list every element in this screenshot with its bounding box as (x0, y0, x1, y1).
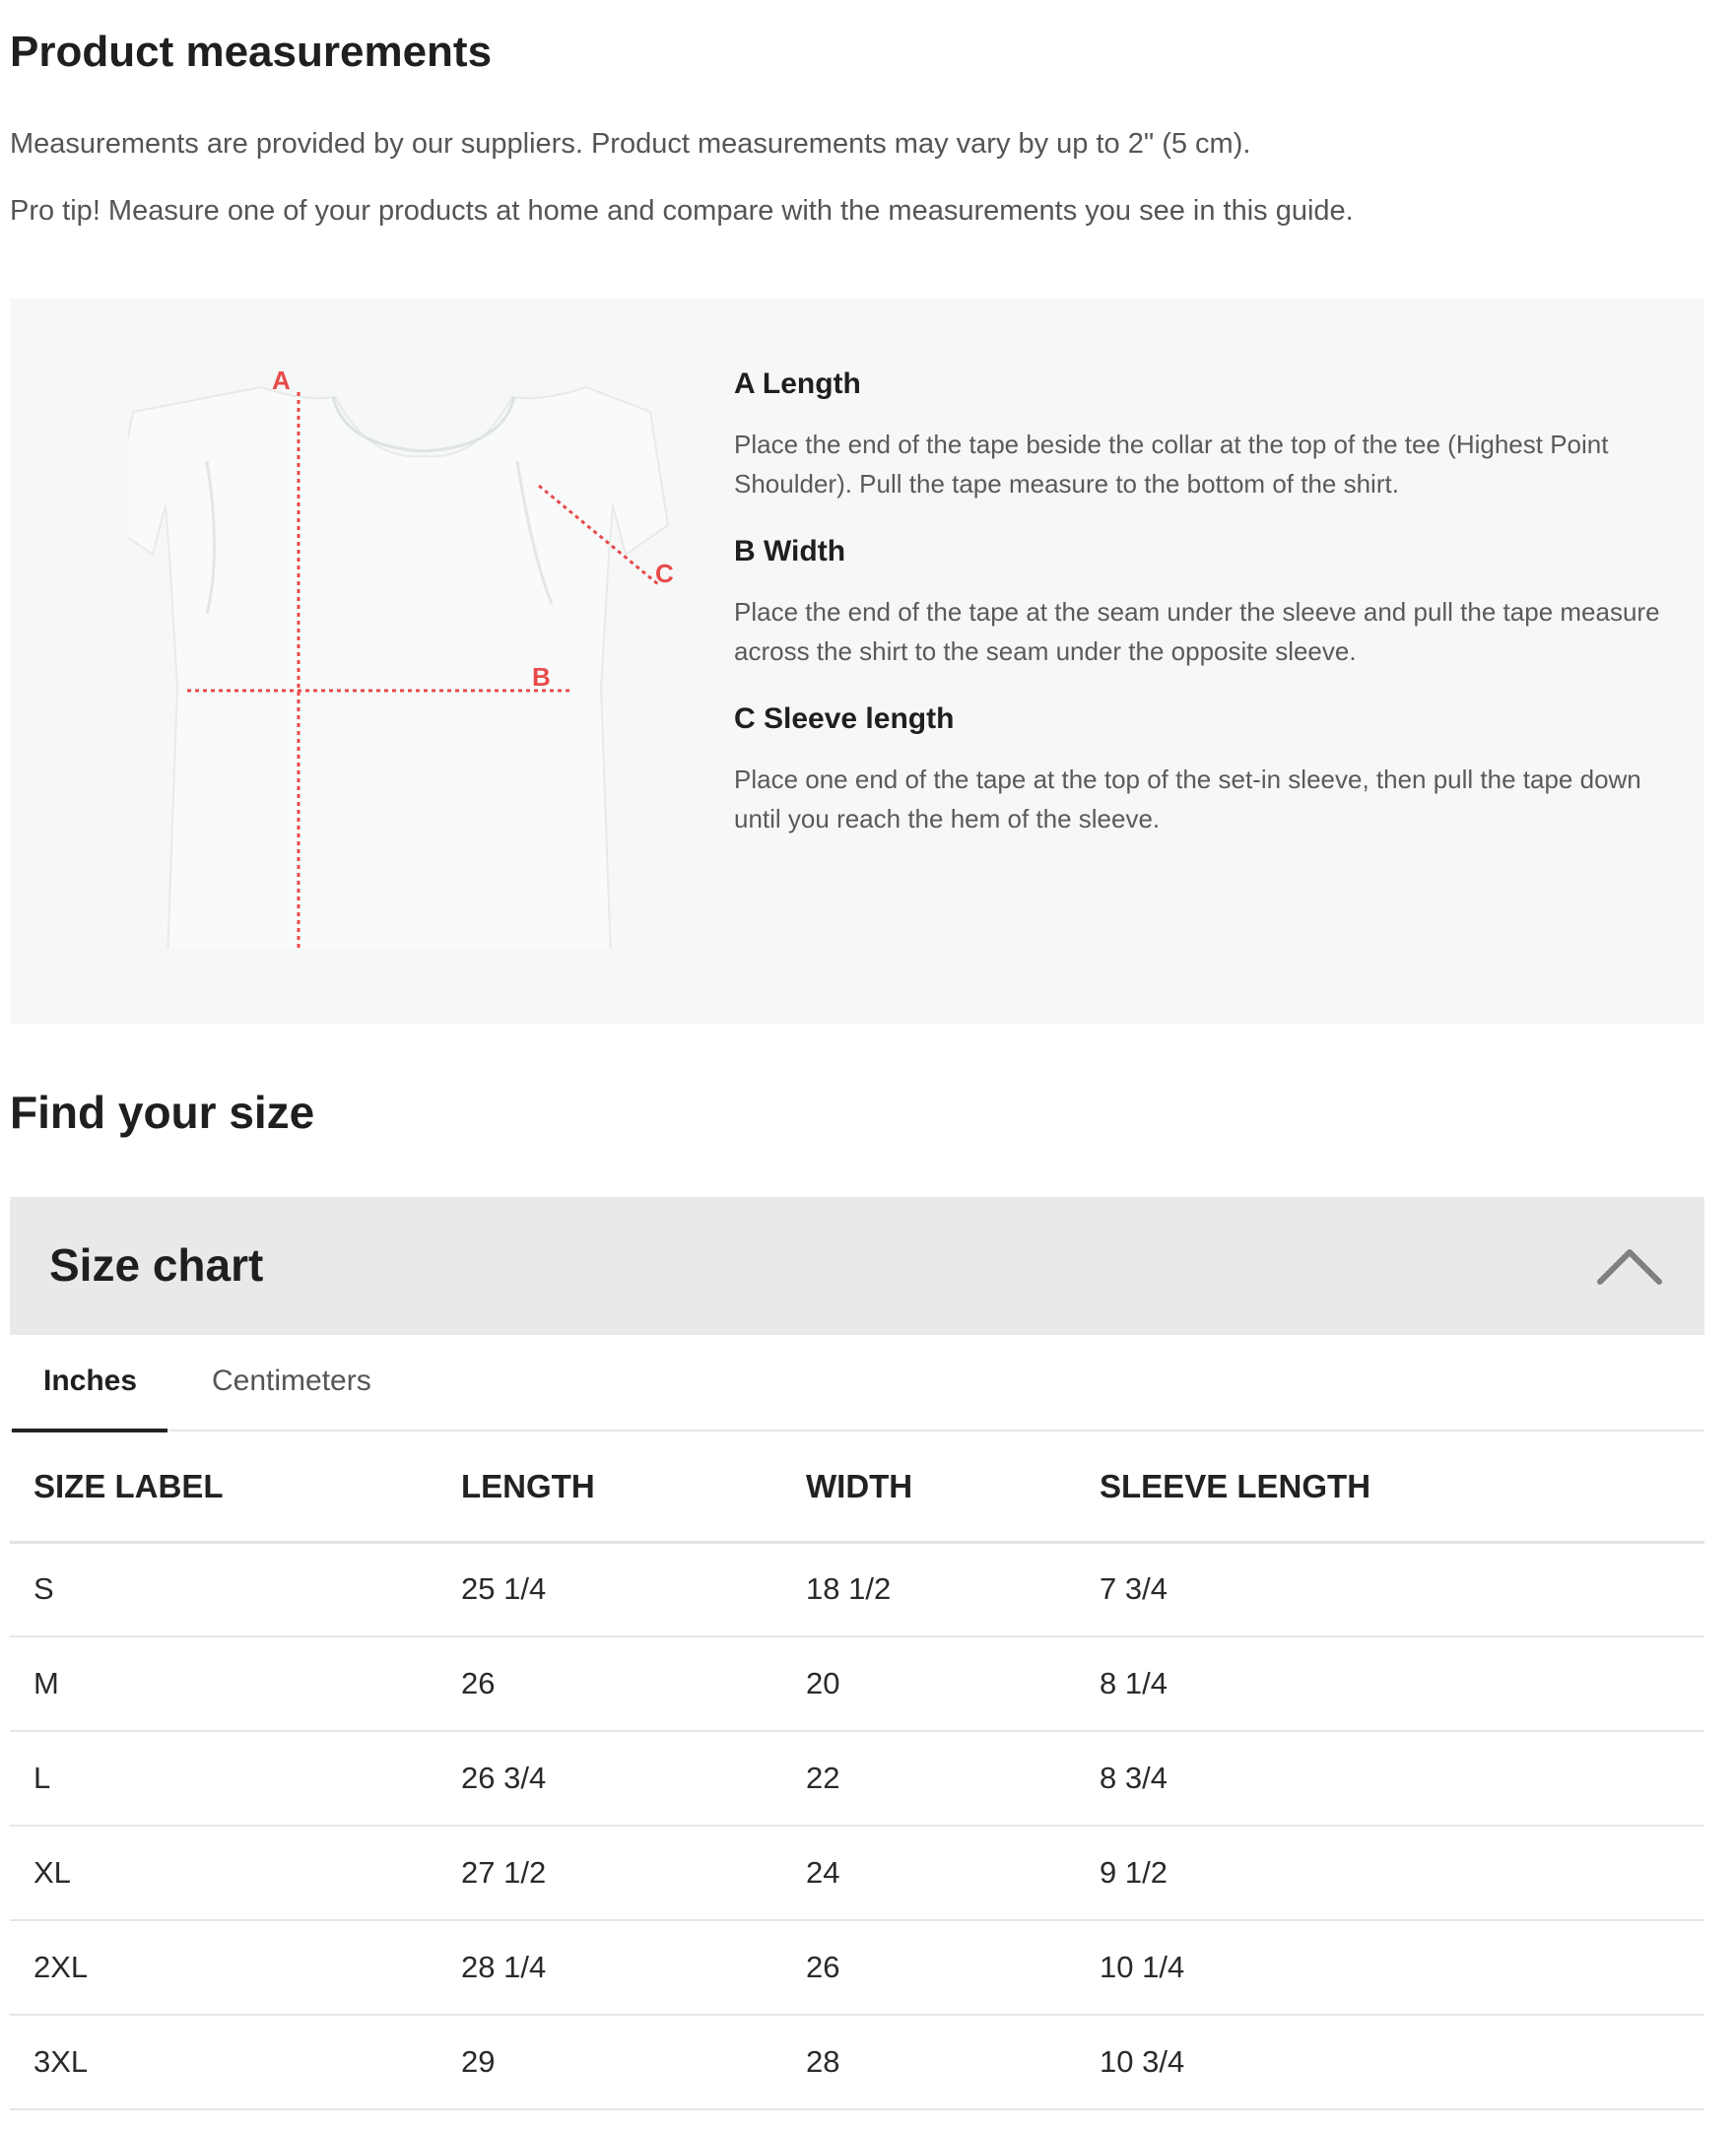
cell-sleeve-length: 10 3/4 (1100, 2015, 1704, 2109)
column-header-sleeve-length: SLEEVE LENGTH (1100, 1433, 1704, 1542)
cell-size: XL (10, 1826, 461, 1920)
cell-length: 27 1/2 (461, 1826, 806, 1920)
definition-width-text: Place the end of the tape at the seam under the sleeve and pull the tape measure across the shirt to the seam under the opposite sleeve. (734, 597, 1660, 666)
label-a: A (272, 366, 291, 395)
cell-size: M (10, 1636, 461, 1731)
cell-width: 24 (806, 1826, 1100, 1920)
cell-size: 2XL (10, 1920, 461, 2015)
size-table-header-row (10, 1433, 1704, 1542)
size-chart-accordion-header[interactable] (10, 1197, 1704, 1335)
tshirt-measurement-diagram (128, 358, 719, 949)
definition-length-text: Place the end of the tape beside the collar at the top of the tee (Highest Point Shoulder). Pull the tape measure to the bottom of the shirt. (734, 430, 1609, 499)
measurements-panel (10, 299, 1704, 1024)
cell-length: 28 1/4 (461, 1920, 806, 2015)
table-row (10, 2015, 1704, 2109)
find-your-size-heading: Find your size (10, 1087, 315, 1138)
table-row (10, 1542, 1704, 1636)
table-row (10, 1636, 1704, 1731)
unit-tabs (10, 1335, 1704, 1431)
size-chart-title: Size chart (49, 1239, 264, 1291)
label-c: C (655, 559, 674, 588)
cell-width: 22 (806, 1731, 1100, 1826)
tab-centimeters[interactable]: Centimeters (212, 1365, 371, 1397)
tab-inches[interactable]: Inches (43, 1365, 138, 1397)
definition-sleeve-length-heading: C Sleeve length (734, 702, 955, 735)
table-row (10, 1826, 1704, 1920)
column-header-width: WIDTH (806, 1433, 1100, 1542)
cell-sleeve-length: 10 1/4 (1100, 1920, 1704, 2015)
cell-length: 29 (461, 2015, 806, 2109)
table-row (10, 1920, 1704, 2015)
cell-width: 18 1/2 (806, 1542, 1100, 1636)
intro-text-pro-tip: Pro tip! Measure one of your products at home and compare with the measurements you see in this guide. (10, 195, 1354, 227)
definition-length-heading: A Length (734, 367, 861, 400)
cell-size: L (10, 1731, 461, 1826)
cell-sleeve-length: 9 1/2 (1100, 1826, 1704, 1920)
intro-text-suppliers: Measurements are provided by our suppliers. Product measurements may vary by up to 2" (5 cm). (10, 128, 1251, 160)
measurement-definitions (734, 367, 1660, 870)
column-header-length: LENGTH (461, 1433, 806, 1542)
cell-size: S (10, 1542, 461, 1636)
label-b: B (532, 662, 551, 692)
cell-sleeve-length: 7 3/4 (1100, 1542, 1704, 1636)
definition-width-heading: B Width (734, 535, 846, 567)
cell-width: 28 (806, 2015, 1100, 2109)
cell-size: 3XL (10, 2015, 461, 2109)
definition-sleeve-length-text: Place one end of the tape at the top of the set-in sleeve, then pull the tape down until you reach the hem of the sleeve. (734, 765, 1641, 833)
active-tab-indicator (12, 1429, 167, 1432)
cell-width: 26 (806, 1920, 1100, 2015)
size-table (10, 1433, 1704, 2110)
cell-length: 26 3/4 (461, 1731, 806, 1826)
cell-sleeve-length: 8 1/4 (1100, 1636, 1704, 1731)
table-row (10, 1731, 1704, 1826)
cell-sleeve-length: 8 3/4 (1100, 1731, 1704, 1826)
column-header-size-label: SIZE LABEL (10, 1433, 461, 1542)
cell-length: 26 (461, 1636, 806, 1731)
definition-width (734, 535, 1660, 671)
cell-length: 25 1/4 (461, 1542, 806, 1636)
page-title: Product measurements (10, 28, 493, 76)
cell-width: 20 (806, 1636, 1100, 1731)
definition-length (734, 367, 1660, 503)
definition-sleeve-length (734, 702, 1660, 838)
chevron-up-icon[interactable] (1594, 1238, 1665, 1294)
